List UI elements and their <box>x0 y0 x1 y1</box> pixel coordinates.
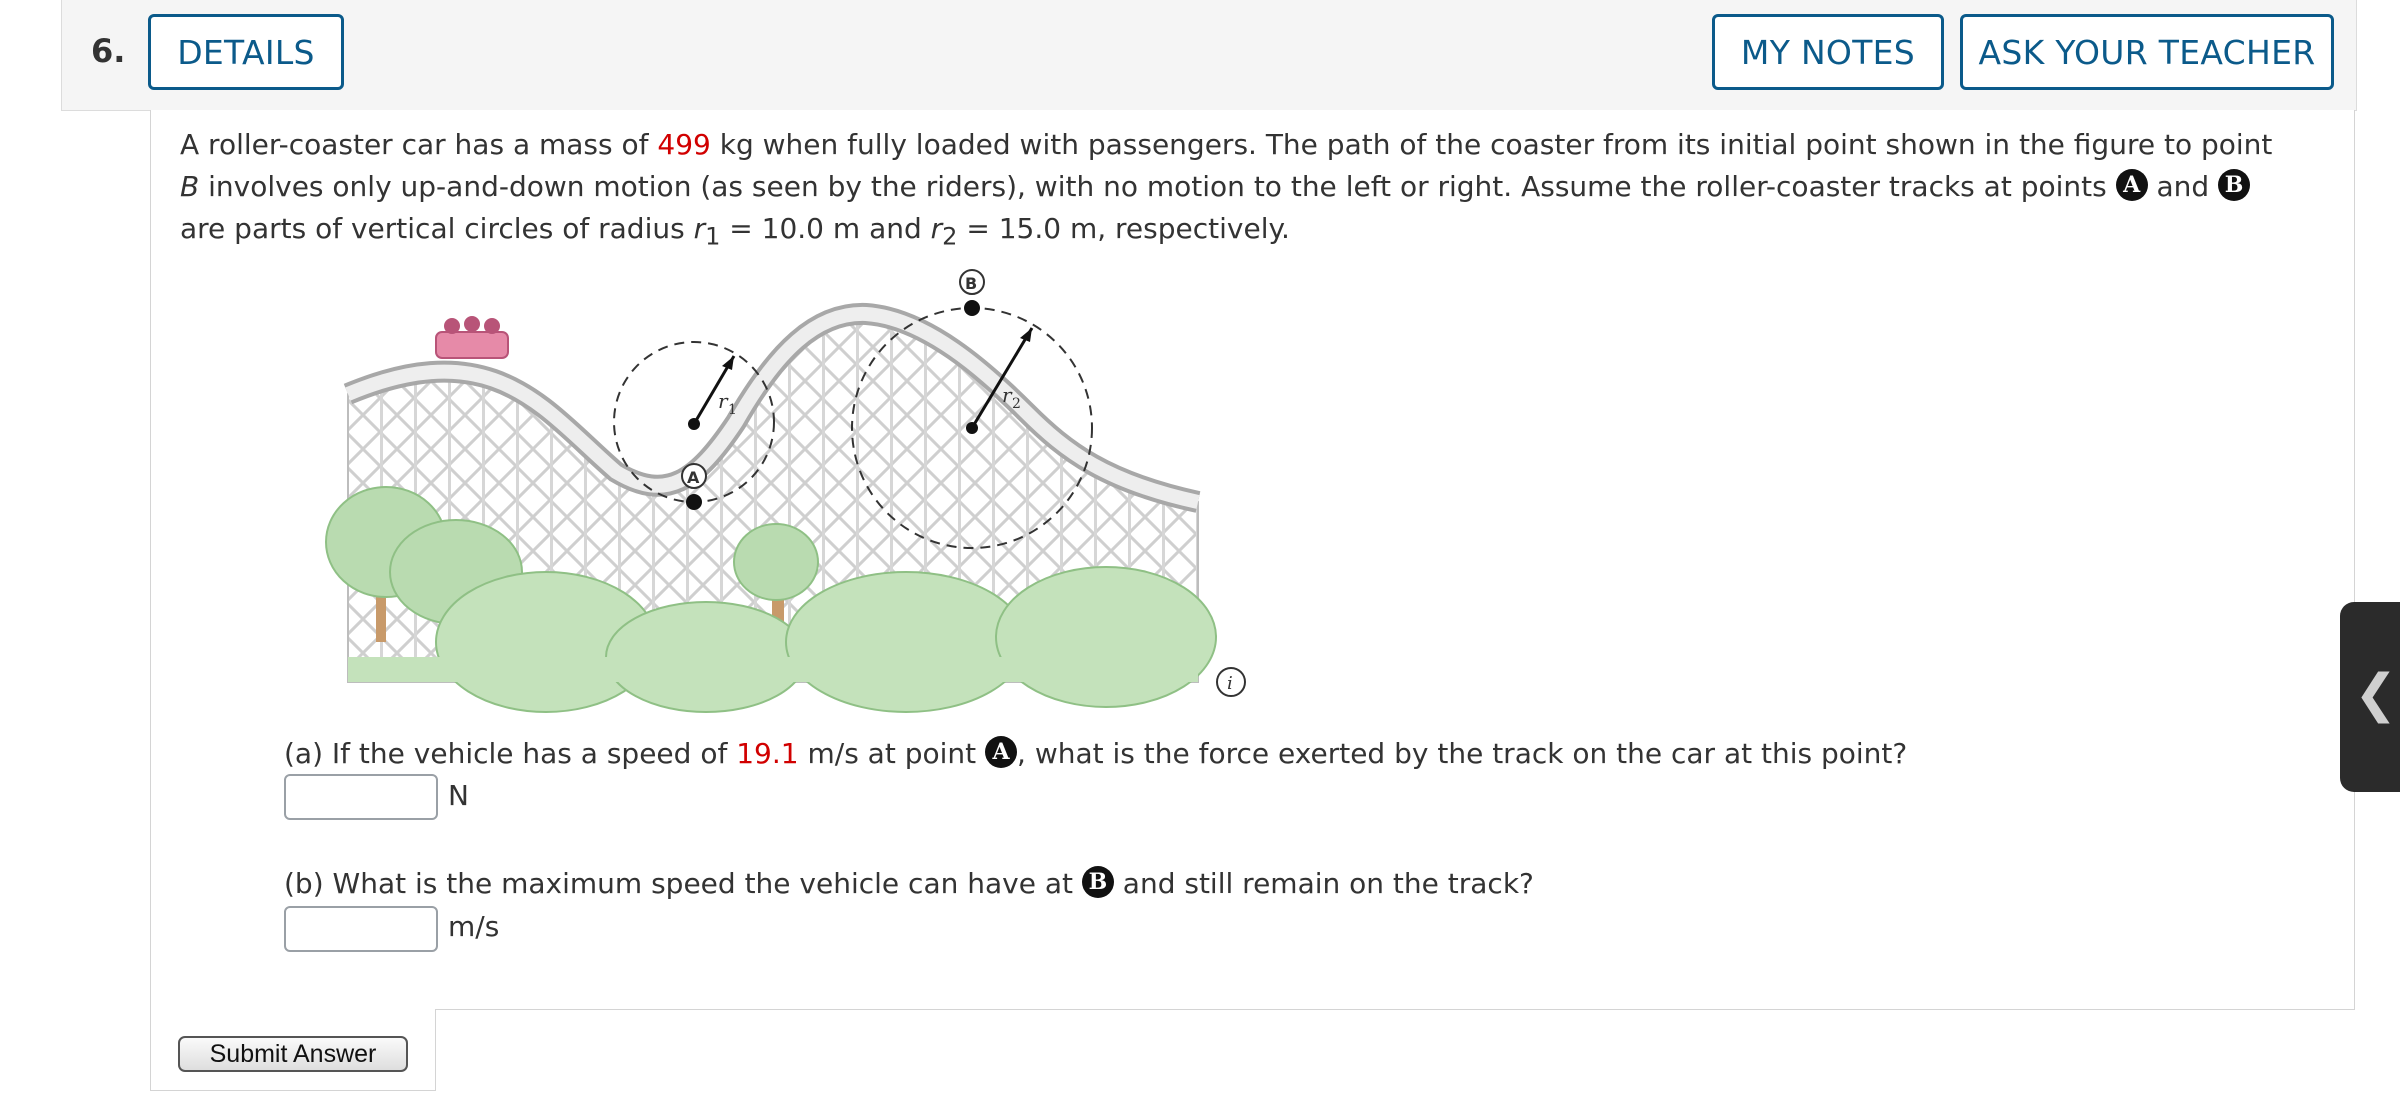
side-panel-toggle[interactable] <box>2340 602 2400 792</box>
part-a-unit: N <box>448 779 469 812</box>
problem-text-and: and <box>2147 170 2219 203</box>
part-b-answer-input[interactable] <box>284 906 438 952</box>
problem-text-3: involves only up-and-down motion (as seen by the riders), with no motion to the left or right. Assume the roller-coaster tracks at points <box>199 170 2116 203</box>
problem-statement <box>180 124 2300 258</box>
problem-text-2: kg when fully loaded with passengers. The path of the coaster from its initial point shown in the figure to point <box>710 128 2273 161</box>
r1-symbol: r <box>693 212 706 245</box>
point-a-badge-icon: A <box>2116 169 2148 201</box>
chevron-left-icon: ❮ <box>2354 664 2398 724</box>
part-a-speed-value: 19.1 <box>736 737 799 770</box>
problem-text-1: A roller-coaster car has a mass of <box>180 128 658 161</box>
details-button[interactable]: DETAILS <box>148 14 344 90</box>
problem-text-5: = 10.0 m and <box>720 212 931 245</box>
my-notes-button[interactable]: MY NOTES <box>1712 14 1944 90</box>
point-b-badge-icon: B <box>2218 169 2250 201</box>
part-b-text-2: and still remain on the track? <box>1113 867 1534 900</box>
point-b-label: B <box>180 170 200 203</box>
svg-text:2: 2 <box>1012 396 1021 412</box>
mass-value: 499 <box>657 128 711 161</box>
point-a-dot <box>686 494 702 510</box>
coaster-car <box>436 316 508 358</box>
problem-text-4: are parts of vertical circles of radius <box>180 212 694 245</box>
part-b-point-b-badge-icon: B <box>1082 866 1114 898</box>
r2-symbol: r <box>930 212 943 245</box>
part-b-question <box>284 866 1534 900</box>
svg-text:i: i <box>1227 673 1233 694</box>
figure-label-a: A <box>687 468 700 487</box>
figure-label-r1: r <box>718 389 728 413</box>
submit-answer-button[interactable]: Submit Answer <box>178 1036 408 1072</box>
part-a-point-a-badge-icon: A <box>985 736 1017 768</box>
question-number: 6. <box>91 32 126 70</box>
part-a-question <box>284 736 1907 770</box>
roller-coaster-figure <box>346 262 1206 682</box>
part-b-unit: m/s <box>448 910 500 943</box>
ask-your-teacher-button[interactable]: ASK YOUR TEACHER <box>1960 14 2334 90</box>
r1-subscript: 1 <box>705 222 721 251</box>
figure-label-b: B <box>965 274 978 293</box>
figure-label-r2: r <box>1002 383 1012 407</box>
point-b-dot <box>964 300 980 316</box>
part-a-text-1: (a) If the vehicle has a speed of <box>284 737 737 770</box>
svg-text:1: 1 <box>728 402 737 418</box>
part-a-answer-input[interactable] <box>284 774 438 820</box>
part-a-text-3: , what is the force exerted by the track on the car at this point? <box>1017 737 1908 770</box>
part-b-text-1: (b) What is the maximum speed the vehicle can have at <box>284 867 1082 900</box>
problem-text-6: = 15.0 m, respectively. <box>957 212 1290 245</box>
part-a-text-2: m/s at point <box>798 737 986 770</box>
r2-subscript: 2 <box>942 222 958 251</box>
info-icon[interactable] <box>1214 665 1248 699</box>
